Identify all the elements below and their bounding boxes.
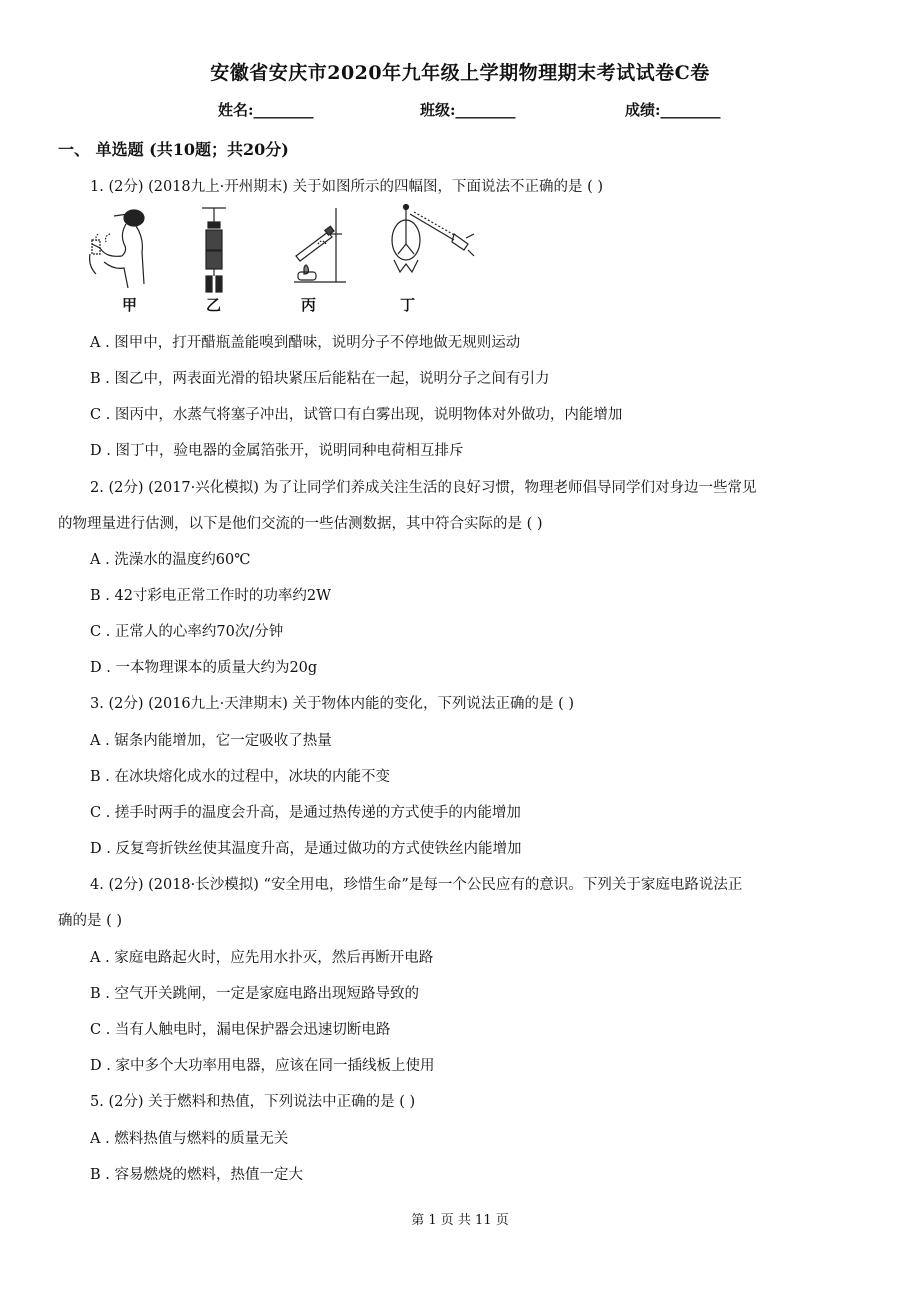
figure-bing-test-tube [274,204,354,299]
question-5-stem: 5. (2分) 关于燃料和热值，下列说法中正确的是 ( ) [90,1094,416,1110]
question-3-option-a: A . 锯条内能增加，它一定吸收了热量 [90,733,332,749]
question-1-option-c: C . 图丙中，水蒸气将塞子冲出，试管口有白雾出现，说明物体对外做功，内能增加 [90,407,623,423]
figure-jia-person-smelling [84,204,164,299]
score-field-label: 成绩:________ [625,101,721,119]
question-1-option-d: D . 图丁中，验电器的金属箔张开，说明同种电荷相互排斥 [90,443,464,459]
class-field-label: 班级:________ [420,101,516,119]
question-2-option-b: B . 42寸彩电正常工作时的功率约2W [90,588,332,604]
question-4-option-d: D . 家中多个大功率用电器，应该在同一插线板上使用 [90,1058,435,1074]
figure-yi-lead-blocks [194,204,234,299]
question-2-option-c: C . 正常人的心率约70次/分钟 [90,624,284,640]
figure-label-jia: 甲 [122,296,138,314]
question-3-option-c: C . 搓手时两手的温度会升高，是通过热传递的方式使手的内能增加 [90,805,521,821]
question-2-stem-continued: 的物理量进行估测，以下是他们交流的一些估测数据，其中符合实际的是 ( ) [58,516,543,532]
question-2-option-d: D . 一本物理课本的质量大约为20g [90,660,318,676]
question-3-option-d: D . 反复弯折铁丝使其温度升高，是通过做功的方式使铁丝内能增加 [90,841,522,857]
figure-label-ding: 丁 [400,296,416,314]
question-4-option-c: C . 当有人触电时，漏电保护器会迅速切断电路 [90,1022,391,1038]
question-4-option-b: B . 空气开关跳闸，一定是家庭电路出现短路导致的 [90,986,419,1002]
figure-label-bing: 丙 [301,296,317,314]
question-2-stem: 2. (2分) (2017·兴化模拟) 为了让同学们养成关注生活的良好习惯，物理老师倡导同学们对身边一些常见 [90,480,757,496]
name-field-label: 姓名:________ [218,101,314,119]
question-5-option-a: A . 燃料热值与燃料的质量无关 [90,1131,289,1147]
page-title: 安徽省安庆市2020年九年级上学期物理期末考试试卷C卷 [210,62,710,84]
question-4-stem-continued: 确的是 ( ) [58,913,123,929]
figure-ding-electroscope [384,204,484,299]
question-3-stem: 3. (2分) (2016九上·天津期末) 关于物体内能的变化，下列说法正确的是 ( ) [90,696,575,712]
figure-label-yi: 乙 [206,296,222,314]
question-4-option-a: A . 家庭电路起火时，应先用水扑灭，然后再断开电路 [90,950,434,966]
question-5-option-b: B . 容易燃烧的燃料，热值一定大 [90,1167,303,1183]
question-1-option-a: A . 图甲中，打开醋瓶盖能嗅到醋味，说明分子不停地做无规则运动 [90,335,521,351]
section-heading: 一、 单选题 (共10题；共20分) [58,140,289,159]
question-3-option-b: B . 在冰块熔化成水的过程中，冰块的内能不变 [90,769,390,785]
question-1-figures [84,204,504,316]
question-1-option-b: B . 图乙中，两表面光滑的铅块紧压后能粘在一起，说明分子之间有引力 [90,371,550,387]
question-1-stem: 1. (2分) (2018九上·开州期末) 关于如图所示的四幅图，下面说法不正确的是 ( ) [90,179,604,195]
question-2-option-a: A . 洗澡水的温度约60℃ [90,552,251,568]
page-footer: 第 1 页 共 11 页 [411,1213,509,1228]
question-4-stem: 4. (2分) (2018·长沙模拟) “安全用电，珍惜生命”是每一个公民应有的意识。下列关于家庭电路说法正 [90,877,743,893]
